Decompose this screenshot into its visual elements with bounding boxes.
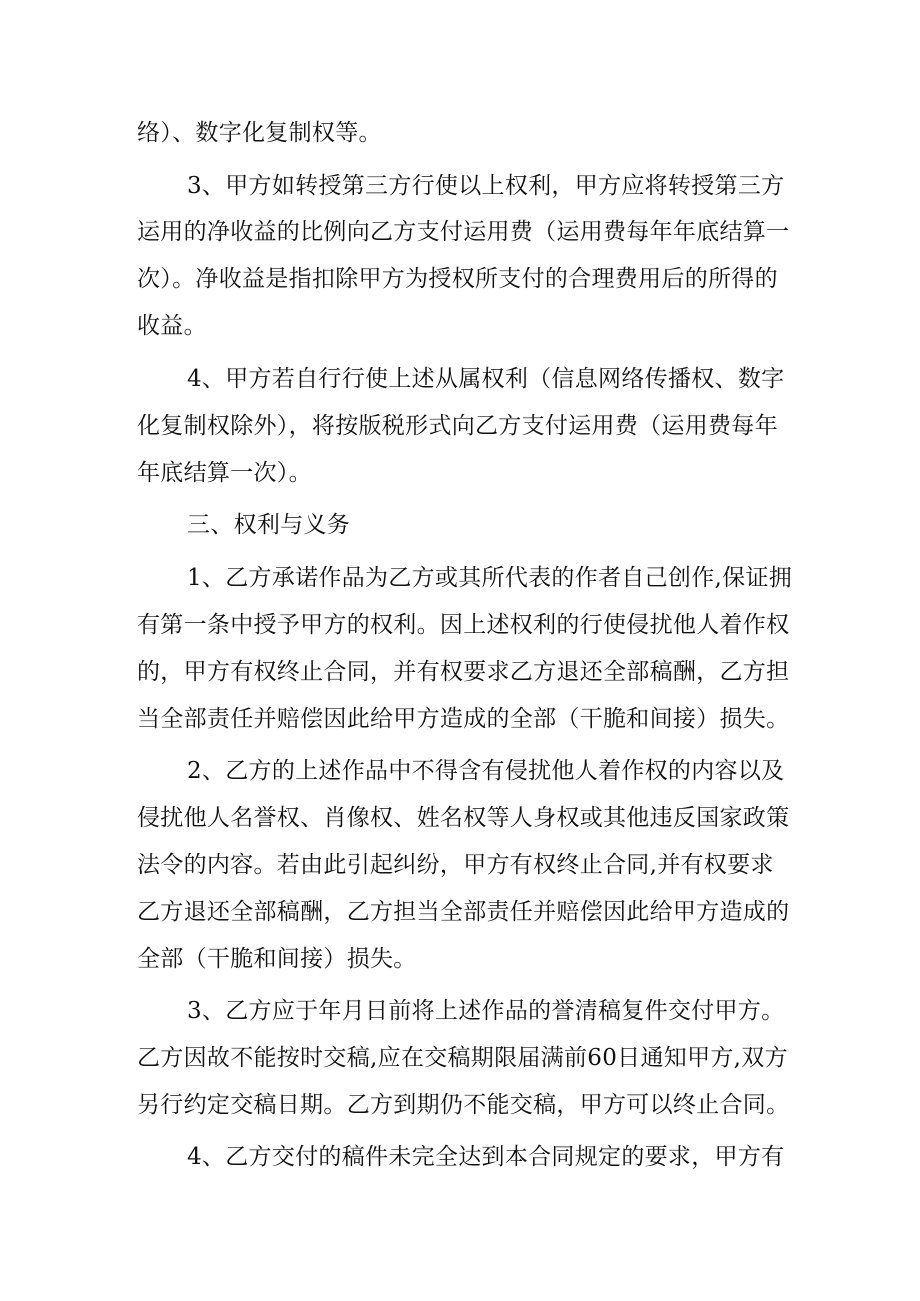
text-line: 次）。净收益是指扣除甲方为授权所支付的合理费用后的所得的 (137, 266, 778, 292)
text-line: 4、乙方交付的稿件未完全达到本合同规定的要求，甲方有 (187, 1144, 785, 1170)
text-line: 络）、数字化复制权等。 (137, 120, 382, 146)
text-line: 3、甲方如转授第三方行使以上权利，甲方应将转授第三方 (187, 173, 785, 199)
text-line: 3、乙方应于年月日前将上述作品的誉清稿复件交付甲方。 (187, 998, 785, 1024)
text-line: 当全部责任并赔偿因此给甲方造成的全部（干脆和间接）损失。 (137, 706, 790, 732)
text-line: 化复制权除外），将按版税形式向乙方支付运用费（运用费每年 (137, 413, 778, 439)
text-line: 年底结算一次）。 (137, 460, 312, 486)
text-line: 收益。 (137, 313, 207, 339)
text-line: 4、甲方若自行行使上述从属权利（信息网络传播权、数字 (187, 366, 785, 392)
text-line: 运用的净收益的比例向乙方支付运用费（运用费每年年底结算一 (137, 219, 790, 245)
text-line: 法令的内容。若由此引起纠纷，甲方有权终止合同,并有权要求 (137, 852, 774, 878)
text-line: 另行约定交稿日期。乙方到期仍不能交稿，甲方可以终止合同。 (137, 1092, 790, 1118)
text-line: 乙方因故不能按时交稿,应在交稿期限届满前60日通知甲方,双方 (137, 1045, 788, 1071)
text-line: 全部（干脆和间接）损失。 (137, 946, 417, 972)
text-line: 1、乙方承诺作品为乙方或其所代表的作者自己创作,保证拥 (187, 565, 793, 591)
section-heading: 三、权利与义务 (187, 512, 351, 538)
text-line: 有第一条中授予甲方的权利。因上述权利的行使侵扰他人着作权 (137, 612, 790, 638)
text-line: 侵扰他人名誉权、肖像权、姓名权等人身权或其他违反国家政策 (137, 805, 790, 831)
text-line: 的，甲方有权终止合同，并有权要求乙方退还全部稿酬，乙方担 (137, 659, 790, 685)
text-line: 乙方退还全部稿酬，乙方担当全部责任并赔偿因此给甲方造成的 (137, 899, 790, 925)
text-line: 2、乙方的上述作品中不得含有侵扰他人着作权的内容以及 (187, 758, 785, 784)
